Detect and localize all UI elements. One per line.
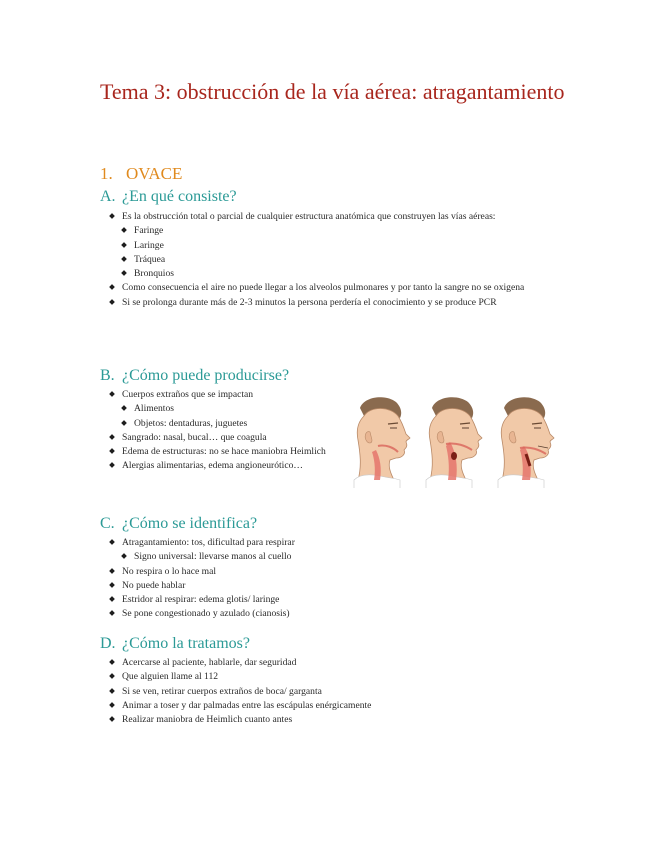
list-item: No respira o lo hace mal: [110, 565, 556, 579]
list-item: Objetos: dentaduras, juguetes: [110, 417, 342, 431]
list-item: Acercarse al paciente, hablarle, dar seguridad: [110, 656, 556, 670]
list-item: Laringe: [110, 239, 556, 253]
bullet-icon: [109, 582, 115, 588]
bullet-icon: [121, 553, 127, 559]
bullet-icon: [109, 391, 115, 397]
list-item: Alimentos: [110, 402, 342, 416]
main-section-heading: [100, 164, 182, 184]
list-item: Bronquios: [110, 267, 556, 281]
section-c-title: ¿Cómo se identifica?: [122, 515, 258, 532]
list-item: Tráquea: [110, 253, 556, 267]
bullet-icon: [109, 673, 115, 679]
list-item: Como consecuencia el aire no puede llegar a los alveolos pulmonares y por tanto la sangre no se oxigena: [110, 281, 556, 295]
bullet-icon: [121, 256, 127, 262]
list-item: Que alguien llame al 112: [110, 670, 556, 684]
section-a-letter: A.: [100, 188, 116, 205]
section-d-list: [110, 656, 556, 727]
section-b-letter: B.: [100, 367, 115, 384]
section-d-title: ¿Cómo la tratamos?: [122, 635, 250, 652]
list-item: Edema de estructuras: no se hace maniobra Heimlich: [110, 445, 342, 459]
foreign-body-icon: [451, 452, 457, 460]
bullet-icon: [121, 227, 127, 233]
list-item: Si se prolonga durante más de 2-3 minutos la persona perdería el conocimiento y se produce PCR: [110, 296, 556, 310]
main-section-label: OVACE: [126, 164, 183, 183]
list-item: Cuerpos extraños que se impactan: [110, 388, 342, 402]
section-c-letter: C.: [100, 515, 115, 532]
section-a-list: [110, 210, 556, 310]
bullet-icon: [109, 299, 115, 305]
bullet-icon: [109, 611, 115, 617]
section-b-heading: [100, 367, 289, 385]
bullet-icon: [121, 270, 127, 276]
head-profile-3: [498, 397, 554, 488]
head-profile-2: [426, 397, 482, 488]
section-a-title: ¿En qué consiste?: [122, 188, 237, 205]
section-c-list: [110, 536, 556, 622]
list-item: Estridor al respirar: edema glotis/ laringe: [110, 593, 556, 607]
bullet-icon: [109, 539, 115, 545]
section-a-heading: [100, 188, 237, 206]
list-item: Atragantamiento: tos, dificultad para respirar: [110, 536, 556, 550]
airway-obstruction-illustration: [348, 392, 566, 488]
bullet-icon: [109, 659, 115, 665]
bullet-icon: [109, 716, 115, 722]
section-b-list: [110, 388, 342, 474]
list-item: No puede hablar: [110, 579, 556, 593]
bullet-icon: [109, 596, 115, 602]
bullet-icon: [109, 568, 115, 574]
bullet-icon: [109, 463, 115, 469]
bullet-icon: [109, 448, 115, 454]
bullet-icon: [109, 285, 115, 291]
list-item: Alergias alimentarias, edema angioneurótico…: [110, 459, 342, 473]
list-item: Animar a toser y dar palmadas entre las escápulas enérgicamente: [110, 699, 556, 713]
section-c-heading: [100, 515, 257, 533]
bullet-icon: [109, 213, 115, 219]
section-d-heading: [100, 635, 250, 653]
list-item: Si se ven, retirar cuerpos extraños de boca/ garganta: [110, 685, 556, 699]
list-item: Realizar maniobra de Heimlich cuanto antes: [110, 713, 556, 727]
main-section-number: 1.: [100, 164, 113, 183]
bullet-icon: [121, 242, 127, 248]
bullet-icon: [121, 405, 127, 411]
bullet-icon: [109, 688, 115, 694]
bullet-icon: [109, 702, 115, 708]
list-item: Se pone congestionado y azulado (cianosis): [110, 607, 556, 621]
section-d-letter: D.: [100, 635, 116, 652]
list-item: Signo universal: llevarse manos al cuello: [110, 550, 556, 564]
list-item: Faringe: [110, 224, 556, 238]
head-profile-1: [354, 397, 410, 488]
bullet-icon: [121, 420, 127, 426]
bullet-icon: [109, 434, 115, 440]
page-title: Tema 3: obstrucción de la vía aérea: atragantamiento: [100, 79, 565, 104]
list-item: Es la obstrucción total o parcial de cualquier estructura anatómica que construyen las vías aéreas:: [110, 210, 556, 224]
list-item: Sangrado: nasal, bucal… que coagula: [110, 431, 342, 445]
section-b-title: ¿Cómo puede producirse?: [122, 367, 290, 384]
